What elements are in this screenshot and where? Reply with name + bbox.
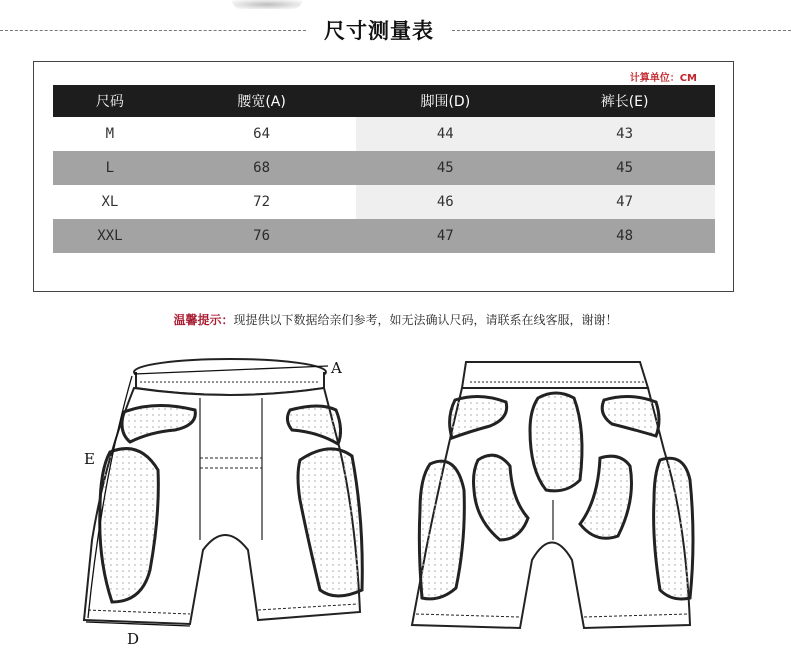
size-tip (0, 311, 791, 328)
table-row (53, 185, 715, 219)
title-divider-left (0, 30, 306, 31)
back-waistband (462, 362, 648, 388)
cell-waist: 72 (167, 185, 357, 219)
label-a: A (331, 359, 342, 377)
cell-length: 45 (534, 151, 715, 185)
cell-waist: 64 (167, 117, 357, 151)
size-table (53, 85, 715, 253)
page-title: 尺寸测量表 (324, 19, 434, 43)
tip-label: 温馨提示： (173, 313, 234, 327)
tip-text: 现提供以下数据给亲们参考，如无法确认尺码，请联系在线客服，谢谢！ (233, 313, 618, 327)
back-view-shorts (412, 362, 693, 628)
title-divider-right (452, 30, 791, 31)
back-side-pad-left (419, 461, 464, 599)
size-chart-box (33, 61, 734, 292)
cell-size: L (53, 151, 167, 185)
header-leg-opening: 脚围(D) (356, 85, 534, 117)
back-side-pad-right (654, 458, 693, 599)
table-row (53, 117, 715, 151)
cell-length: 48 (534, 219, 715, 253)
label-e: E (84, 450, 95, 468)
table-header-row (53, 85, 715, 117)
header-waist: 腰宽(A) (167, 85, 357, 117)
table-row (53, 219, 715, 253)
label-d: D (127, 630, 140, 648)
cell-waist: 68 (167, 151, 357, 185)
unit-note: 计算单位：CM (629, 73, 697, 84)
cell-leg-opening: 45 (356, 151, 534, 185)
cell-length: 47 (534, 185, 715, 219)
cell-leg-opening: 44 (356, 117, 534, 151)
header-size: 尺码 (53, 85, 167, 117)
header-length: 裤长(E) (534, 85, 715, 117)
cell-waist: 76 (167, 219, 357, 253)
table-row (53, 151, 715, 185)
cell-length: 43 (534, 117, 715, 151)
cell-leg-opening: 47 (356, 219, 534, 253)
shorts-measurement-diagram (0, 340, 791, 660)
top-decoration (232, 0, 302, 9)
cell-leg-opening: 46 (356, 185, 534, 219)
cell-size: XXL (53, 219, 167, 253)
back-tailbone-pad (530, 393, 582, 491)
cell-size: M (53, 117, 167, 151)
cell-size: XL (53, 185, 167, 219)
